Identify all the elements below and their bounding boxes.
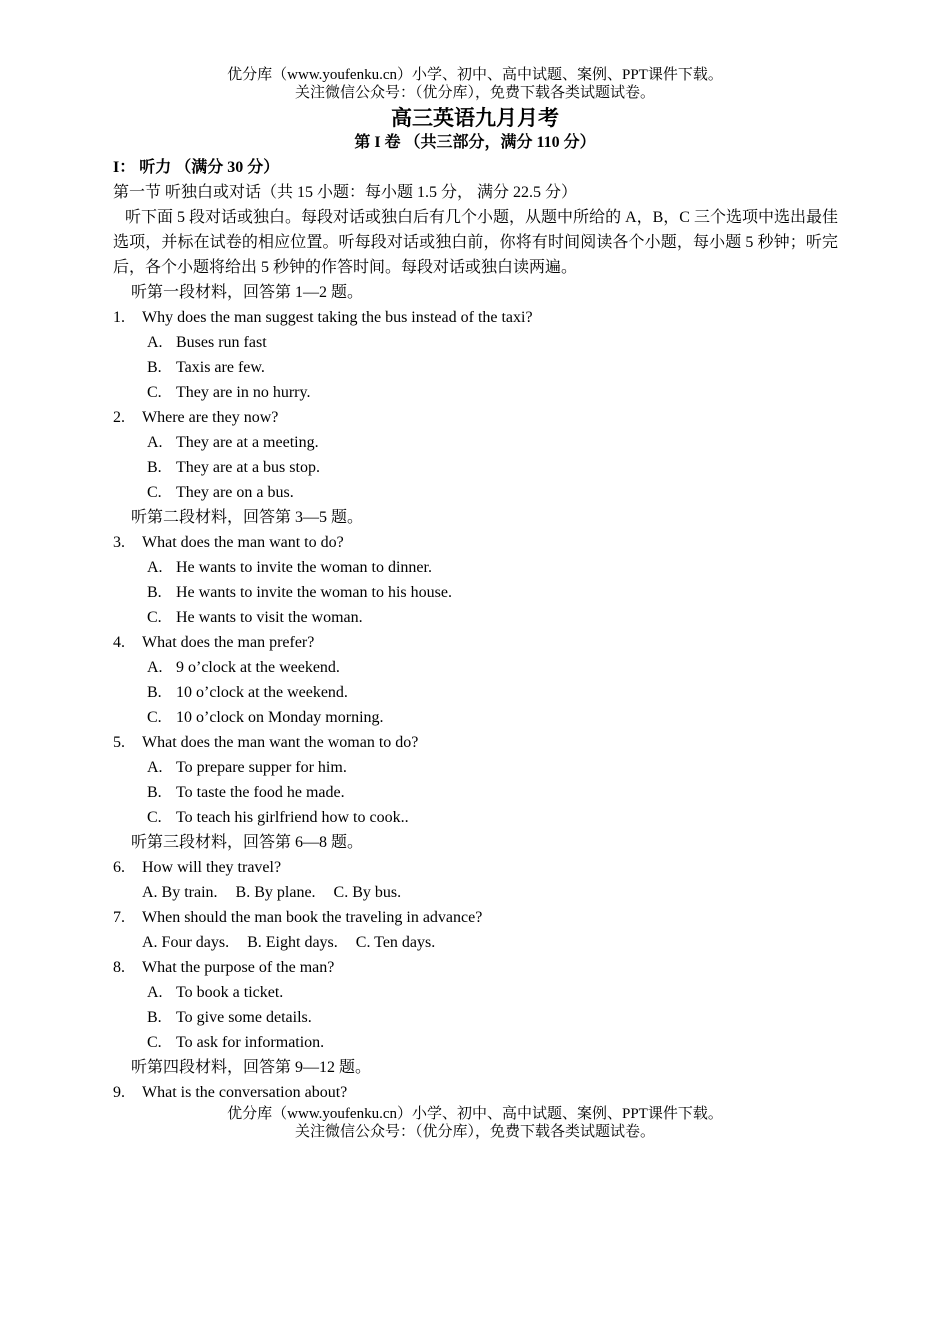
option-letter: B. bbox=[147, 459, 162, 476]
inline-options bbox=[113, 880, 838, 905]
group-label: 听第二段材料，回答第 3—5 题。 bbox=[131, 509, 364, 526]
question-number: 4. bbox=[113, 634, 125, 651]
option-letter: C. bbox=[147, 809, 162, 826]
option-text: 10 o’clock on Monday morning. bbox=[176, 709, 384, 726]
option bbox=[113, 455, 838, 480]
option: C. By bus. bbox=[333, 884, 402, 901]
question-text: What is the conversation about? bbox=[142, 1084, 348, 1101]
option-text: 9 o’clock at the weekend. bbox=[176, 659, 340, 676]
footer-line-1: 优分库（www.youfenku.cn）小学、初中、高中试题、案例、PPT课件下载。 bbox=[227, 1106, 723, 1122]
option bbox=[113, 780, 838, 805]
page-header bbox=[0, 66, 950, 102]
option-letter: A. bbox=[147, 984, 163, 1001]
question-text: Where are they now? bbox=[142, 409, 279, 426]
option-letter: B. bbox=[147, 1009, 162, 1026]
option bbox=[113, 330, 838, 355]
question-text: What does the man want the woman to do? bbox=[142, 734, 419, 751]
option: B. By plane. bbox=[235, 884, 316, 901]
option bbox=[113, 430, 838, 455]
option-text: They are at a bus stop. bbox=[176, 459, 320, 476]
question bbox=[113, 730, 838, 755]
option-letter: B. bbox=[147, 359, 162, 376]
question-number: 6. bbox=[113, 859, 125, 876]
option-text: Buses run fast bbox=[176, 334, 267, 351]
option-text: To ask for information. bbox=[176, 1034, 325, 1051]
option bbox=[113, 755, 838, 780]
option bbox=[113, 1005, 838, 1030]
group-label: 听第一段材料，回答第 1—2 题。 bbox=[131, 284, 364, 301]
question bbox=[113, 630, 838, 655]
option-text: He wants to visit the woman. bbox=[176, 609, 363, 626]
question-text: What does the man prefer? bbox=[142, 634, 315, 651]
question-text: How will they travel? bbox=[142, 859, 282, 876]
option-letter: A. bbox=[147, 434, 163, 451]
question-number: 7. bbox=[113, 909, 125, 926]
question-text: Why does the man suggest taking the bus instead of the taxi? bbox=[142, 309, 533, 326]
option-letter: B. bbox=[147, 684, 162, 701]
option-text: He wants to invite the woman to his house. bbox=[176, 584, 452, 601]
option-text: To give some details. bbox=[176, 1009, 312, 1026]
option-letter: A. bbox=[147, 334, 163, 351]
question bbox=[113, 305, 838, 330]
option bbox=[113, 705, 838, 730]
option-text: Taxis are few. bbox=[176, 359, 265, 376]
option-text: They are in no hurry. bbox=[176, 384, 311, 401]
option-letter: A. bbox=[147, 659, 163, 676]
option bbox=[113, 805, 838, 830]
option-letter: C. bbox=[147, 709, 162, 726]
option: C. Ten days. bbox=[355, 934, 436, 951]
question-number: 5. bbox=[113, 734, 125, 751]
instructions: 听下面 5 段对话或独白。每段对话或独白后有几个小题，从题中所给的 A，B，C 三个选项中选出最佳选项，并标在试卷的相应位置。听每段对话或独白前，你将有时间阅读各个小题，每小题 5 秒钟；听完后，各个小题将给出 5 秒钟的作答时间。每段对话或独白读两遍。 bbox=[113, 209, 838, 276]
section-heading: I： 听力 （满分 30 分） bbox=[113, 159, 280, 176]
option bbox=[113, 380, 838, 405]
option: A. Four days. bbox=[142, 934, 230, 951]
question-number: 8. bbox=[113, 959, 125, 976]
header-line-2: 关注微信公众号：（优分库），免费下载各类试题试卷。 bbox=[294, 85, 655, 101]
question-number: 2. bbox=[113, 409, 125, 426]
header-line-1: 优分库（www.youfenku.cn）小学、初中、高中试题、案例、PPT课件下载。 bbox=[227, 67, 723, 83]
option-letter: C. bbox=[147, 484, 162, 501]
option-text: To teach his girlfriend how to cook.. bbox=[176, 809, 409, 826]
option-letter: A. bbox=[147, 559, 163, 576]
option-letter: A. bbox=[147, 759, 163, 776]
option-letter: C. bbox=[147, 609, 162, 626]
question-text: What does the man want to do? bbox=[142, 534, 344, 551]
question bbox=[113, 905, 838, 930]
option-letter: C. bbox=[147, 384, 162, 401]
group-label: 听第四段材料，回答第 9—12 题。 bbox=[131, 1059, 372, 1076]
exam-subtitle: 第 I 卷 （共三部分，满分 110 分） bbox=[354, 134, 596, 151]
option bbox=[113, 555, 838, 580]
option-text: They are at a meeting. bbox=[176, 434, 319, 451]
question-number: 3. bbox=[113, 534, 125, 551]
question bbox=[113, 1080, 838, 1105]
option-text: To prepare supper for him. bbox=[176, 759, 347, 776]
option-text: He wants to invite the woman to dinner. bbox=[176, 559, 432, 576]
question-number: 1. bbox=[113, 309, 125, 326]
question bbox=[113, 955, 838, 980]
option bbox=[113, 355, 838, 380]
question-text: What the purpose of the man? bbox=[142, 959, 335, 976]
question-text: When should the man book the traveling in advance? bbox=[142, 909, 483, 926]
option bbox=[113, 980, 838, 1005]
option-text: 10 o’clock at the weekend. bbox=[176, 684, 348, 701]
page-footer bbox=[0, 1105, 950, 1141]
option-text: To taste the food he made. bbox=[176, 784, 345, 801]
question bbox=[113, 855, 838, 880]
exam-title: 高三英语九月月考 bbox=[391, 106, 559, 130]
group-label: 听第三段材料，回答第 6—8 题。 bbox=[131, 834, 364, 851]
exam-body bbox=[113, 155, 838, 1105]
question bbox=[113, 530, 838, 555]
option: B. Eight days. bbox=[247, 934, 338, 951]
option-letter: C. bbox=[147, 1034, 162, 1051]
option bbox=[113, 680, 838, 705]
option bbox=[113, 605, 838, 630]
option bbox=[113, 580, 838, 605]
option: A. By train. bbox=[142, 884, 218, 901]
option bbox=[113, 1030, 838, 1055]
option-letter: B. bbox=[147, 784, 162, 801]
question-number: 9. bbox=[113, 1084, 125, 1101]
question bbox=[113, 405, 838, 430]
footer-line-2: 关注微信公众号：（优分库），免费下载各类试题试卷。 bbox=[294, 1124, 655, 1140]
option bbox=[113, 480, 838, 505]
option bbox=[113, 655, 838, 680]
inline-options bbox=[113, 930, 838, 955]
part-heading: 第一节 听独白或对话（共 15 小题：每小题 1.5 分， 满分 22.5 分） bbox=[113, 184, 578, 201]
option-text: To book a ticket. bbox=[176, 984, 284, 1001]
option-letter: B. bbox=[147, 584, 162, 601]
option-text: They are on a bus. bbox=[176, 484, 294, 501]
